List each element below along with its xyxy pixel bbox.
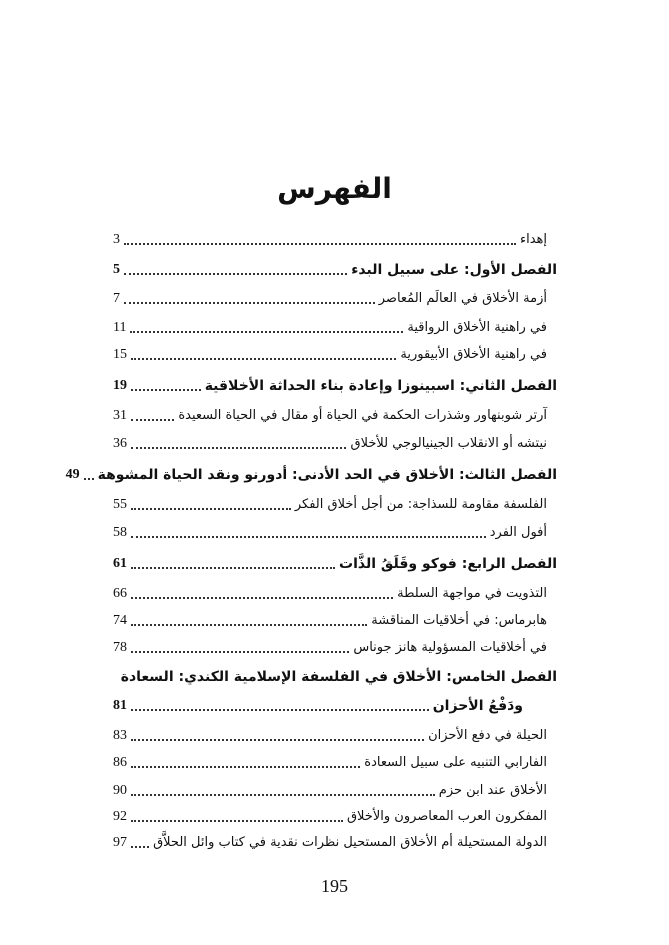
- toc-entry[interactable]: [113, 341, 547, 365]
- toc-entry-title: المفكرون العرب المعاصرون والأخلاق: [346, 809, 547, 824]
- toc-entry-title: الفصل الخامس: الأخلاق في الفلسفة الإسلامية الكندي: السعادة: [120, 669, 557, 685]
- toc-entry-page: 92: [113, 809, 127, 824]
- toc-entry[interactable]: [113, 829, 547, 853]
- toc-entry[interactable]: [113, 663, 557, 687]
- toc-entry-page: 90: [113, 783, 127, 798]
- toc-entry-title: الفصل الرابع: فوكو وقَلَقُ الذَّات: [339, 556, 557, 572]
- toc-entry-title: الدولة المستحيلة أم الأخلاق المستحيل نظرات نقدية في كتاب وائل الحلاَّق: [153, 835, 547, 850]
- toc-entry-title: الفارابي التنبيه على سبيل السعادة: [364, 755, 547, 770]
- dot-leader: [131, 358, 396, 360]
- dot-leader: [131, 508, 291, 510]
- toc-entry[interactable]: [113, 491, 547, 515]
- toc-entry-title: هابرماس: في أخلاقيات المناقشة: [371, 613, 547, 628]
- toc-entry-page: 19: [113, 378, 127, 393]
- toc-entry[interactable]: [113, 550, 557, 574]
- toc-entry[interactable]: [113, 749, 547, 773]
- toc-entry-page: 7: [113, 291, 120, 306]
- toc-entry-title: الفصل الأول: على سبيل البدء: [351, 262, 557, 278]
- dot-leader: [124, 273, 347, 275]
- toc-entry-page: 66: [113, 586, 127, 601]
- toc-entry-title: الحيلة في دفع الأحزان: [428, 728, 547, 743]
- toc-entry[interactable]: [113, 285, 547, 309]
- toc-entry-title: الفلسفة مقاومة للسذاجة: من أجل أخلاق الفكر: [294, 497, 547, 512]
- page-number: 195: [321, 876, 348, 896]
- dot-leader: [131, 624, 367, 626]
- toc-entry-title: ودَفْعُ الأحزان: [432, 698, 523, 714]
- dot-leader: [131, 597, 393, 599]
- toc-entry[interactable]: [113, 430, 547, 454]
- toc-entry-title: أفول الفرد: [489, 525, 547, 540]
- dot-leader: [131, 389, 201, 391]
- dot-leader: [124, 302, 375, 304]
- toc-entry-title: الفصل الثاني: اسبينوزا وإعادة بناء الحداثة الأخلاقية: [204, 378, 557, 394]
- dot-leader: [131, 567, 335, 569]
- dot-leader: [131, 651, 349, 653]
- dot-leader: [131, 709, 429, 711]
- toc-entry-page: 58: [113, 525, 127, 540]
- toc-entry[interactable]: [113, 580, 547, 604]
- toc-entry-page: 55: [113, 497, 127, 512]
- toc-entry-page: 61: [113, 556, 127, 571]
- toc-entry[interactable]: [113, 372, 557, 396]
- toc-entry-page: 15: [113, 347, 127, 362]
- toc-entry[interactable]: [113, 777, 547, 801]
- toc-entry-title: الفصل الثالث: الأخلاق في الحد الأدنى: أدورنو ونقد الحياة المشوهة: [97, 467, 557, 483]
- dot-leader: [131, 820, 343, 822]
- toc-entry-title: في راهنية الأخلاق الرواقية: [407, 320, 547, 335]
- dot-leader: [131, 447, 346, 449]
- dot-leader: [84, 478, 94, 480]
- toc-entry[interactable]: [113, 722, 547, 746]
- toc-entry-page: 3: [113, 232, 120, 247]
- dot-leader: [131, 739, 424, 741]
- toc-entry-title: نيتشه أو الانقلاب الجينيالوجي للأخلاق: [350, 436, 547, 451]
- toc-entry-title: أزمة الأخلاق في العالَم المُعاصر: [378, 291, 547, 306]
- toc-entry-page: 81: [113, 698, 127, 713]
- toc-entry[interactable]: [113, 519, 547, 543]
- page-title: الفهرس: [277, 172, 392, 205]
- dot-leader: [131, 846, 149, 848]
- toc-entry-title: الأخلاق عند ابن حزم: [438, 783, 547, 798]
- dot-leader: [131, 419, 174, 421]
- toc-entry-page: 86: [113, 755, 127, 770]
- toc-entry[interactable]: [113, 607, 547, 631]
- toc-entry-page: 11: [113, 320, 127, 335]
- toc-entry-page: 31: [113, 408, 127, 423]
- toc-entry-page: 78: [113, 640, 127, 655]
- toc-entry-title: آرتر شوبنهاور وشذرات الحكمة في الحياة أو مقال في الحياة السعيدة: [178, 408, 547, 423]
- toc-entry[interactable]: [113, 692, 523, 716]
- toc-entry-page: 49: [65, 467, 80, 482]
- dot-leader: [131, 794, 435, 796]
- dot-leader: [131, 766, 360, 768]
- dot-leader: [130, 331, 403, 333]
- toc-entry-page: 5: [113, 262, 120, 277]
- toc-entry[interactable]: [113, 314, 547, 338]
- toc-entry-page: 97: [113, 835, 127, 850]
- toc-entry[interactable]: [113, 226, 547, 250]
- toc-entry[interactable]: [113, 634, 547, 658]
- toc-entry-page: 83: [113, 728, 127, 743]
- toc-entry[interactable]: [113, 803, 547, 827]
- toc-entry-title: التذويت في مواجهة السلطة: [397, 586, 547, 601]
- toc-entry[interactable]: [113, 256, 557, 280]
- toc-entry-title: إهداء: [519, 232, 547, 247]
- dot-leader: [131, 536, 486, 538]
- dot-leader: [124, 243, 516, 245]
- toc-entry[interactable]: [113, 402, 547, 426]
- toc-entry-page: 74: [113, 613, 127, 628]
- toc-entry-page: 36: [113, 436, 127, 451]
- toc-entry-title: في راهنية الأخلاق الأبيقورية: [400, 347, 547, 362]
- toc-entry[interactable]: [65, 461, 557, 485]
- toc-entry-title: في أخلاقيات المسؤولية هانز جوناس: [353, 640, 547, 655]
